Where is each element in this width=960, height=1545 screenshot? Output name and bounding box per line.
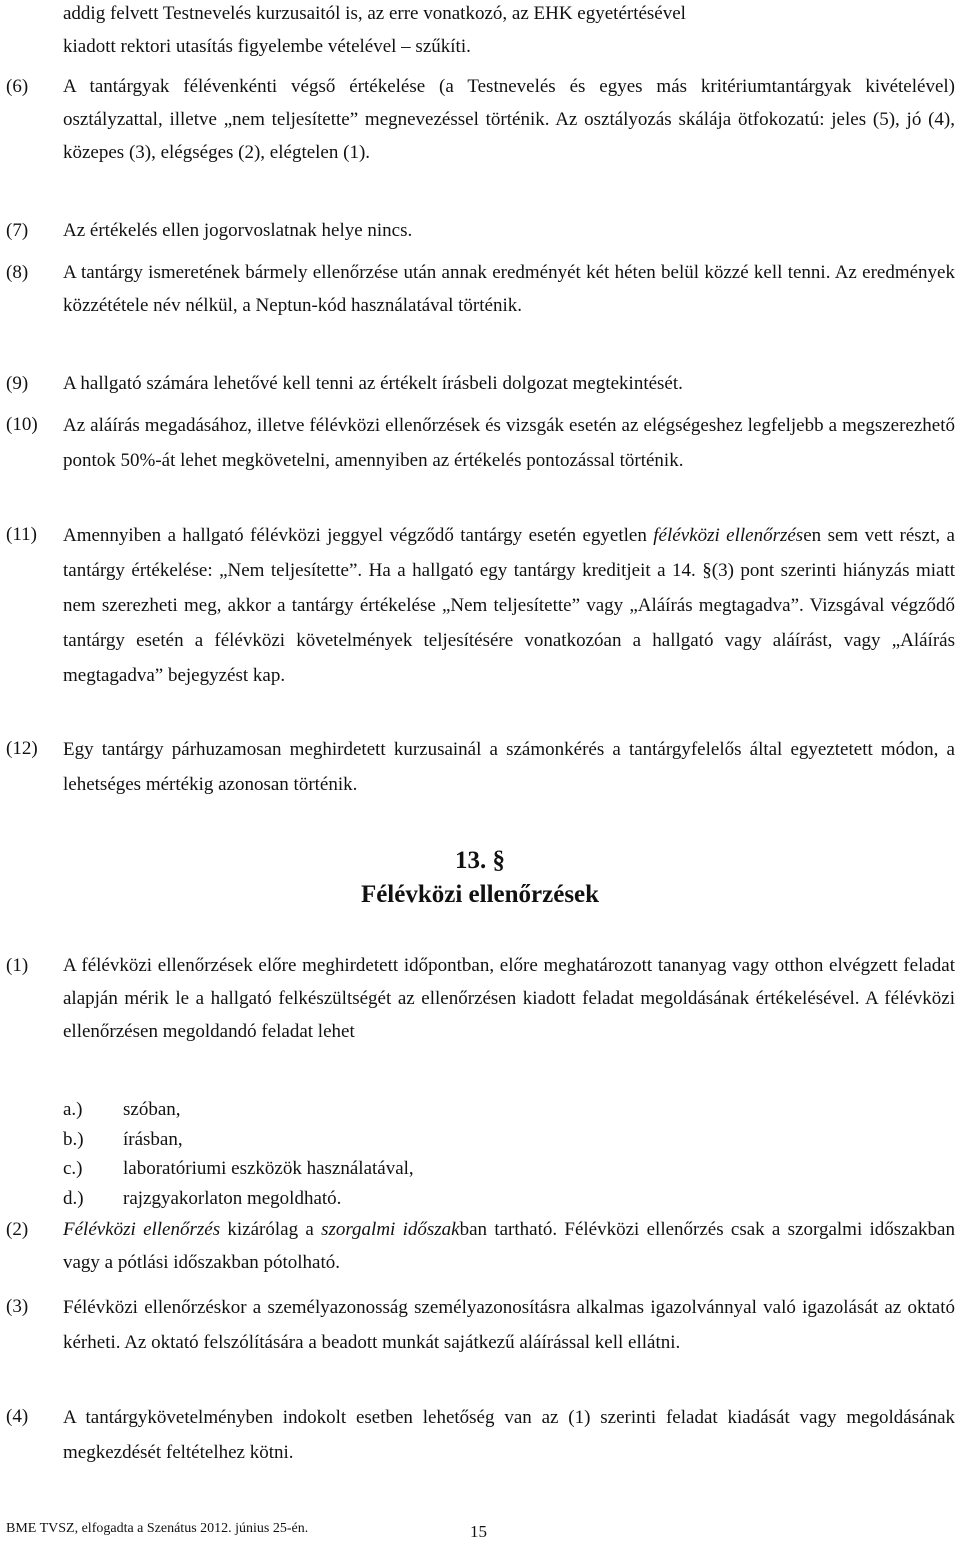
footer-source: BME TVSZ, elfogadta a Szenátus 2012. június 25-én. [6,1521,309,1536]
section13-paragraph-1: A félévközi ellenőrzések előre meghirdetett időpontban, előre meghatározott tananyag vagy otthon elvégzett feladat alapján mérik le a hallgató felkészültségét az ellenőrzésen kiadott feladat megoldásának értékelésével. A félévközi ellenőrzésen megoldandó feladat lehet [63,955,955,1042]
paragraph-number: (11) [6,524,37,545]
list-item-text: laboratóriumi eszközök használatával, [123,1158,414,1179]
paragraph-11-text-c: en sem vett részt, a tantárgy értékelése: „Nem teljesítette”. Ha a hallgató egy tantárgy kreditjeit a 14. §(3) pont szerinti hiányzás miatt nem szerezheti meg, akkor a tantárgy értékelése „Nem teljesítette” vagy „Aláírás megtagadva”. Vizsgával végződő tantárgy esetén a félévközi követelmények teljesítésére vonatkozóan a hallgató vagy aláírást, vagy „Aláírás megtagadva” bejegyzést kap. [63,525,955,686]
continuation-line-1: addig felvett Testnevelés kurzusaitól is, az erre vonatkozó, az EHK egyetértésével [63,3,686,24]
paragraph-7: Az értékelés ellen jogorvoslatnak helye nincs. [63,220,413,241]
paragraph-number: (6) [6,76,29,97]
list-item-label: a.) [63,1099,83,1120]
paragraph-number: (9) [6,373,29,394]
section13-paragraph-4: A tantárgykövetelményben indokolt esetben lehetőség van az (1) szerinti feladat kiadását vagy megoldásának megkezdését feltételhez kötni. [63,1407,955,1463]
paragraph-number: (3) [6,1296,29,1317]
paragraph-9: A hallgató számára lehetővé kell tenni az értékelt írásbeli dolgozat megtekintését. [63,373,683,394]
list-item [63,1184,763,1214]
paragraph-8: A tantárgy ismeretének bármely ellenőrzése után annak eredményét két héten belül közzé kell tenni. Az eredmények közzététele név nélkül, a Neptun-kód használatával történik. [63,262,955,316]
section-title: Félévközi ellenőrzések [360,881,600,908]
paragraph-number: (7) [6,220,29,241]
paragraph-number: (4) [6,1406,29,1427]
paragraph-2-text-b: kizárólag a [220,1219,322,1240]
list-item-label: d.) [63,1187,84,1209]
paragraph-number: (10) [6,414,38,435]
continuation-line-2: kiadott rektori utasítás figyelembe vételével – szűkíti. [63,36,471,57]
list-item-text: szóban, [123,1099,181,1120]
list-item-text: rajzgyakorlaton megoldható. [123,1187,342,1209]
list-item-label: c.) [63,1158,83,1179]
paragraph-11-italic: félévközi ellenőrzés [653,525,804,546]
paragraph-number: (12) [6,738,38,759]
paragraph-10: Az aláírás megadásához, illetve félévközi ellenőrzések és vizsgák esetén az elégségeshez legfeljebb a megszerezhető pontok 50%-át lehet megkövetelni, amennyiben az értékelés pontozással történik. [63,415,955,471]
section13-paragraph-2 [63,1213,955,1279]
list-item [63,1125,763,1155]
section-number: 13. § [455,847,505,874]
paragraph-2-italic-a: Félévközi ellenőrzés [63,1219,221,1240]
section13-paragraph-3: Félévközi ellenőrzéskor a személyazonosság személyazonosításra alkalmas igazolvánnyal való igazolását az oktató kérheti. Az oktató felszólítására a beadott munkát sajátkezű aláírással kell ellátni. [63,1297,955,1353]
paragraph-number: (1) [6,955,29,976]
paragraph-11-text-a: Amennyiben a hallgató félévközi jeggyel végződő tantárgy esetén egyetlen [63,525,654,546]
task-type-list [63,1095,763,1213]
list-item-label: b.) [63,1128,84,1150]
paragraph-number: (8) [6,262,29,283]
paragraph-6: A tantárgyak félévenkénti végső értékelése (a Testnevelés és egyes más kritériumtantárgyak kivételével) osztályzattal, illetve „nem teljesítette” megnevezéssel történik. Az osztályozás skálája ötfokozatú: jeles (5), jó (4), közepes (3), elégséges (2), elégtelen (1). [63,76,955,163]
paragraph-12: Egy tantárgy párhuzamosan meghirdetett kurzusainál a számonkérés a tantárgyfelelős által egyeztetett módon, a lehetséges mértékig azonosan történik. [63,739,955,795]
paragraph-number: (2) [6,1219,29,1240]
paragraph-2-text-d: ban tartható. Félévközi ellenőrzés csak a szorgalmi időszakban vagy a pótlási időszakban pótolható. [63,1219,955,1273]
paragraph-11 [63,518,955,693]
list-item [63,1095,763,1125]
list-item-text: írásban, [123,1128,183,1150]
list-item [63,1154,763,1184]
paragraph-2-italic-c: szorgalmi időszak [321,1219,460,1240]
continuation-text [63,0,955,63]
page-number: 15 [470,1522,487,1541]
